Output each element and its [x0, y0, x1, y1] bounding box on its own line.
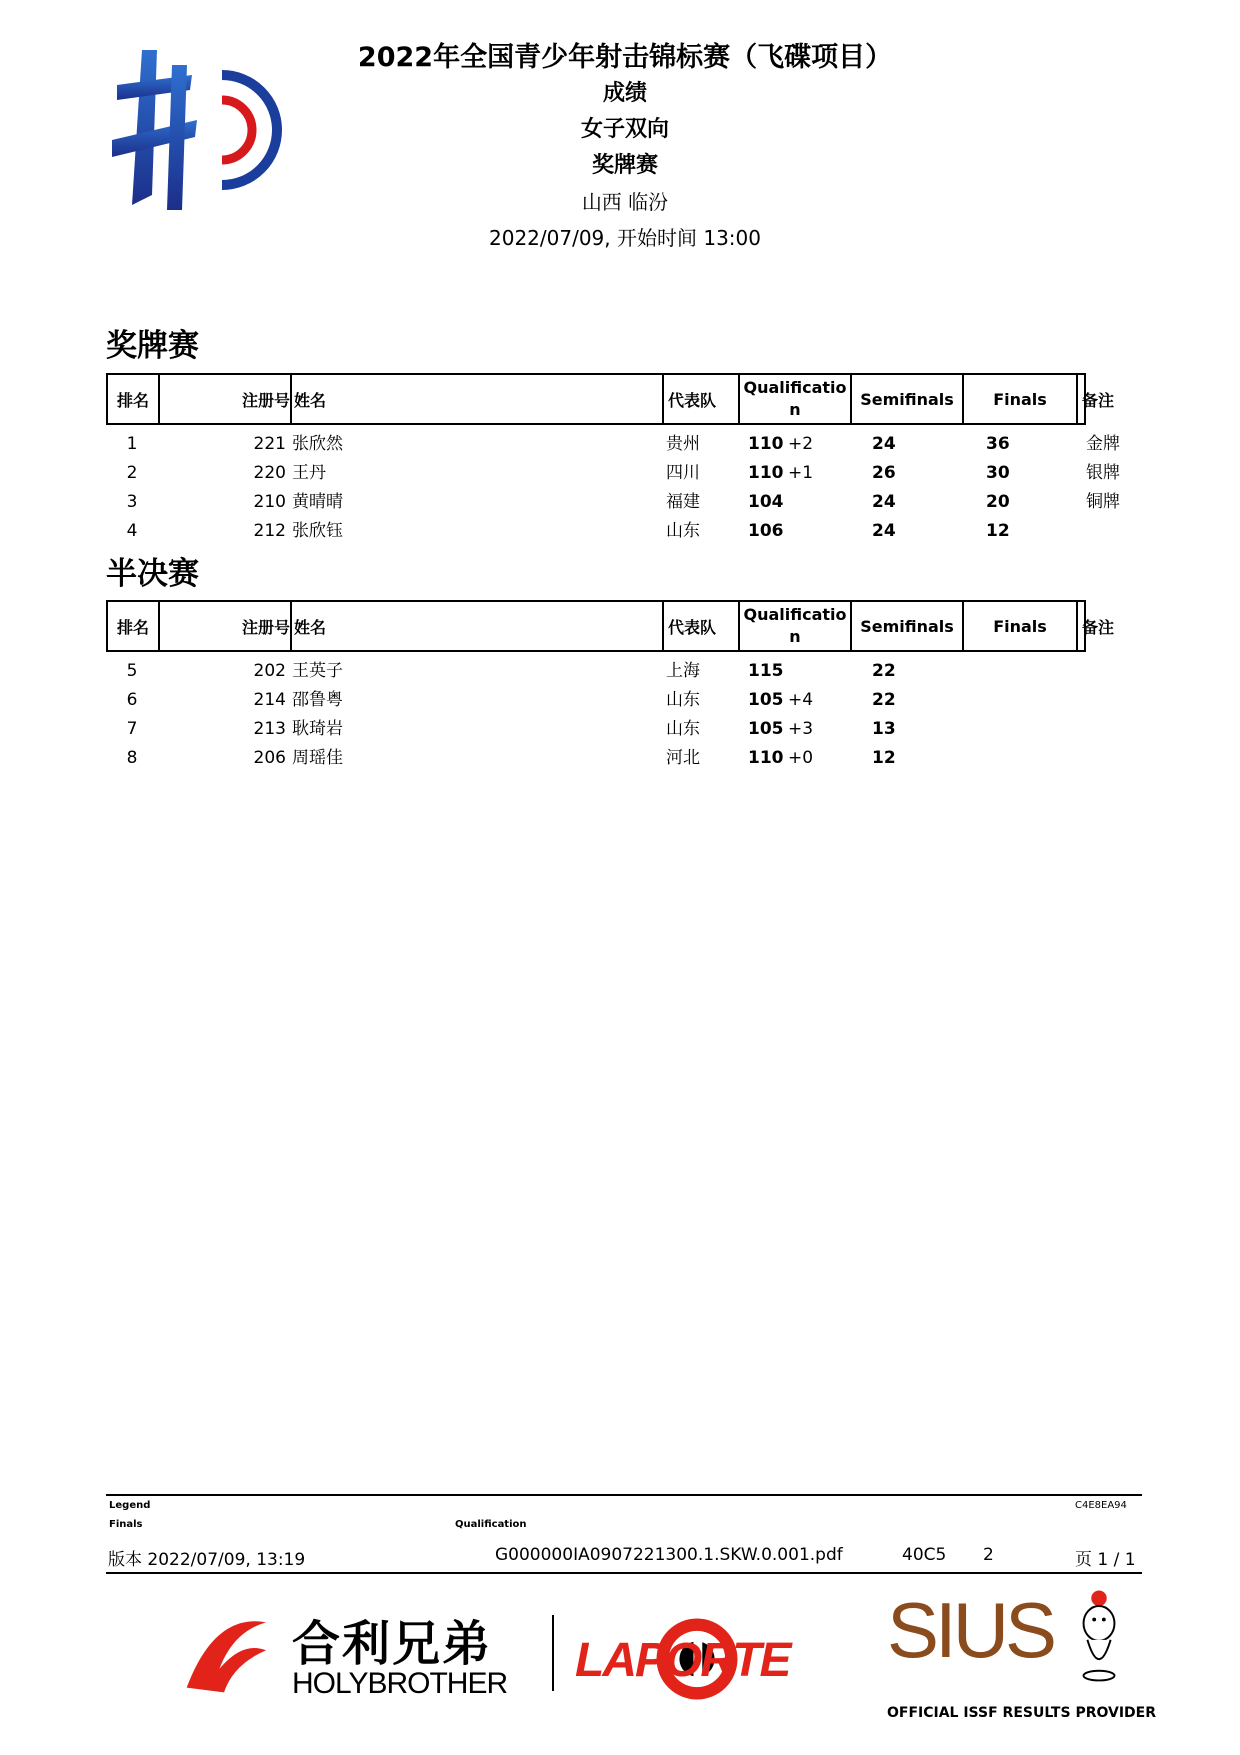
semi-section-title: 半决赛 — [106, 556, 199, 592]
rank-cell: 4 — [126, 521, 138, 541]
file-num: 2 — [983, 1545, 994, 1565]
reg-cell: 212 — [253, 521, 286, 541]
team-cell: 山东 — [666, 521, 700, 541]
col-team: 代表队 — [664, 375, 740, 423]
team-cell: 河北 — [666, 748, 700, 768]
semi-cell: 13 — [872, 719, 896, 739]
remark-cell: 铜牌 — [1086, 492, 1120, 512]
semi-cell: 26 — [872, 463, 896, 483]
table-row — [106, 686, 1086, 714]
remark-cell: 银牌 — [1086, 463, 1120, 483]
col-reg: 注册号 — [241, 617, 290, 637]
sius-text: SIUS — [887, 1586, 1054, 1674]
reg-cell: 202 — [253, 661, 286, 681]
finals-cell — [986, 715, 1046, 743]
table-row — [106, 488, 1120, 516]
col-remark: 备注 — [1082, 617, 1115, 637]
semi-cell: 24 — [872, 492, 896, 512]
rank-cell: 8 — [126, 748, 138, 768]
remark-cell: 金牌 — [1086, 434, 1120, 454]
legend-qualification: Qualification — [455, 1519, 527, 1530]
start-datetime: 2022/07/09, 开始时间 13:00 — [489, 226, 761, 250]
col-name: 姓名 — [292, 375, 664, 423]
qual-cell: 105 — [748, 719, 784, 739]
name-cell: 王丹 — [292, 463, 326, 483]
sponsor-divider — [552, 1615, 554, 1691]
table-row — [106, 430, 1120, 458]
phase: 奖牌赛 — [591, 153, 658, 178]
semi-cell: 24 — [872, 521, 896, 541]
name-cell: 张欣钰 — [292, 521, 343, 541]
col-qualification-line1: Qualificatio — [743, 378, 847, 397]
col-remark: 备注 — [1082, 390, 1115, 410]
qual-shootoff-cell: +3 — [788, 719, 814, 739]
legend-title: Legend — [109, 1500, 151, 1511]
finals-cell: 30 — [986, 463, 1010, 483]
qual-cell: 115 — [748, 661, 784, 681]
laporte-logo — [575, 1615, 815, 1705]
name-cell: 耿琦岩 — [292, 719, 343, 739]
event-title: 2022年全国青少年射击锦标赛（飞碟项目） — [357, 42, 893, 73]
report-type: 成绩 — [602, 81, 647, 106]
holybrother-cn: 合利兄弟 — [292, 1616, 493, 1672]
col-name: 姓名 — [292, 602, 664, 650]
footer-divider — [106, 1572, 1142, 1574]
discipline: 女子双向 — [580, 117, 669, 142]
report-header — [300, 40, 950, 256]
finals-cell — [986, 686, 1046, 714]
semi-table-header — [106, 600, 1115, 652]
reg-cell: 220 — [253, 463, 286, 483]
finals-cell — [986, 744, 1046, 772]
team-cell: 山东 — [666, 719, 700, 739]
name-cell: 张欣然 — [292, 434, 343, 454]
qual-shootoff-cell — [788, 657, 828, 685]
col-qualification-line2: n — [789, 400, 801, 419]
name-cell: 黄晴晴 — [292, 492, 343, 512]
name-cell: 王英子 — [292, 661, 343, 681]
col-rank: 排名 — [108, 602, 160, 650]
document-code: C4E8EA94 — [1075, 1500, 1127, 1511]
qual-cell: 110 — [748, 463, 784, 483]
holybrother-logo — [172, 1605, 542, 1705]
reg-cell: 210 — [253, 492, 286, 512]
page-number: 页 1 / 1 — [1075, 1550, 1136, 1570]
finals-cell: 20 — [986, 492, 1010, 512]
reg-cell: 206 — [253, 748, 286, 768]
qual-cell: 104 — [748, 492, 784, 512]
rank-cell: 3 — [126, 492, 138, 512]
semi-cell: 22 — [872, 690, 896, 710]
name-cell: 邵鲁粤 — [292, 690, 343, 710]
col-team: 代表队 — [664, 602, 740, 650]
col-finals: Finals — [964, 602, 1078, 650]
col-qualification — [740, 375, 852, 423]
name-cell: 周瑶佳 — [292, 748, 343, 768]
col-qualification-line2: n — [789, 627, 801, 646]
col-reg: 注册号 — [241, 390, 290, 410]
qual-shootoff-cell: +2 — [788, 434, 814, 454]
sius-logo — [885, 1585, 1157, 1725]
qual-shootoff-cell — [788, 488, 828, 516]
rank-cell: 6 — [126, 690, 138, 710]
qual-cell: 110 — [748, 748, 784, 768]
semi-cell: 22 — [872, 661, 896, 681]
col-semifinals: Semifinals — [852, 375, 964, 423]
mascot-icon — [1070, 1585, 1128, 1685]
version-info: 版本 2022/07/09, 13:19 — [108, 1550, 306, 1570]
col-semifinals: Semifinals — [852, 602, 964, 650]
location: 山西 临汾 — [581, 190, 669, 214]
remark-cell — [1086, 715, 1166, 743]
qual-shootoff-cell — [788, 517, 828, 545]
qual-shootoff-cell: +0 — [788, 748, 814, 768]
remark-cell — [1086, 657, 1166, 685]
table-row — [106, 657, 1086, 685]
medal-section-title: 奖牌赛 — [106, 328, 199, 364]
shooting-logo-icon — [112, 45, 282, 215]
remark-cell — [1086, 744, 1166, 772]
reg-cell: 214 — [253, 690, 286, 710]
rank-cell: 2 — [126, 463, 138, 483]
qual-cell: 110 — [748, 434, 784, 454]
table-row — [106, 715, 1086, 743]
col-finals: Finals — [964, 375, 1078, 423]
team-cell: 福建 — [666, 492, 700, 512]
rank-cell: 5 — [126, 661, 138, 681]
finals-cell: 36 — [986, 434, 1010, 454]
holybrother-en: HOLYBROTHER — [292, 1667, 508, 1700]
holybrother-emblem-icon — [172, 1613, 276, 1697]
sius-tagline: OFFICIAL ISSF RESULTS PROVIDER — [887, 1705, 1157, 1721]
team-cell: 四川 — [666, 463, 700, 483]
medal-table-header — [106, 373, 1115, 425]
team-cell: 上海 — [666, 661, 700, 681]
qual-cell: 105 — [748, 690, 784, 710]
table-row — [106, 517, 1086, 545]
col-qualification — [740, 602, 852, 650]
remark-cell — [1086, 686, 1166, 714]
table-row — [106, 459, 1120, 487]
file-code: 40C5 — [902, 1545, 947, 1565]
remark-cell — [1086, 517, 1166, 545]
semi-cell: 24 — [872, 434, 896, 454]
file-name: G000000IA0907221300.1.SKW.0.001.pdf — [495, 1545, 843, 1565]
rank-cell: 1 — [126, 434, 138, 454]
team-cell: 山东 — [666, 690, 700, 710]
semi-cell: 12 — [872, 748, 896, 768]
table-row — [106, 744, 1086, 772]
qual-cell: 106 — [748, 521, 784, 541]
col-rank: 排名 — [108, 375, 160, 423]
team-cell: 贵州 — [666, 434, 700, 454]
finals-cell: 12 — [986, 521, 1010, 541]
reg-cell: 221 — [253, 434, 286, 454]
legend-finals: Finals — [109, 1519, 143, 1530]
laporte-text: LAPORTE — [575, 1634, 790, 1687]
rank-cell: 7 — [126, 719, 138, 739]
qual-shootoff-cell: +4 — [788, 690, 814, 710]
reg-cell: 213 — [253, 719, 286, 739]
finals-cell — [986, 657, 1046, 685]
legend-divider — [106, 1494, 1142, 1496]
qual-shootoff-cell: +1 — [788, 463, 814, 483]
col-qualification-line1: Qualificatio — [743, 605, 847, 624]
